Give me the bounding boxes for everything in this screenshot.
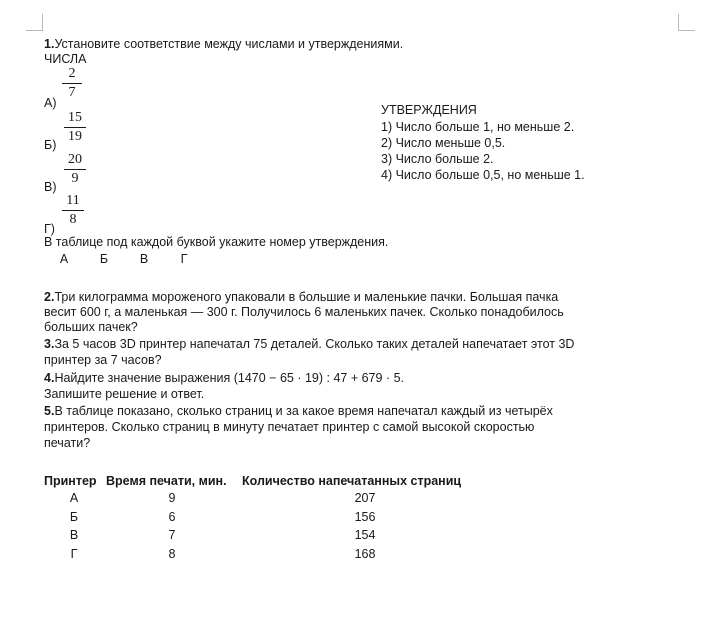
table-cell-pages: 168 — [354, 547, 376, 561]
task4-number: 4. — [44, 371, 55, 385]
answer-letter-g: Г — [180, 252, 188, 266]
fraction-g-numerator: 11 — [66, 193, 80, 208]
statement-2: 2) Число меньше 0,5. — [381, 136, 506, 150]
answer-letter-b: Б — [99, 252, 109, 266]
task1-title-text: Установите соответствие между числами и утверждениями. — [54, 37, 404, 51]
statement-1: 1) Число больше 1, но меньше 2. — [381, 120, 575, 134]
table-cell-time: 9 — [168, 491, 176, 505]
task5-line-1 — [44, 404, 553, 418]
task3-line-1 — [44, 337, 574, 351]
task2-line-1 — [44, 290, 558, 304]
table-header-time: Время печати, мин. — [106, 474, 227, 488]
table-cell-pages: 154 — [354, 528, 376, 542]
fraction-bar — [62, 210, 84, 211]
fraction-g — [62, 193, 84, 228]
table-cell-printer: А — [69, 491, 79, 505]
fraction-bar — [62, 83, 82, 84]
fraction-g-denominator: 8 — [69, 212, 77, 227]
fraction-v-denominator: 9 — [71, 171, 79, 186]
task4-line-2: Запишите решение и ответ. — [44, 387, 205, 401]
option-v-letter: В) — [44, 180, 57, 194]
option-g-letter: Г) — [44, 222, 55, 236]
table-cell-time: 6 — [168, 510, 176, 524]
page-corner-mark-left — [26, 14, 43, 31]
fraction-b — [64, 110, 86, 145]
task5-number: 5. — [44, 404, 55, 418]
task4-line-1-text: Найдите значение выражения (1470 − 65 · 19) : 47 + 679 · 5. — [54, 371, 404, 385]
task2-line-2: весит 600 г, а маленькая — 300 г. Получилось 6 маленьких пачек. Сколько понадобилось — [44, 305, 564, 319]
fraction-b-numerator: 15 — [68, 110, 82, 125]
table-cell-pages: 156 — [354, 510, 376, 524]
answer-letter-v: В — [139, 252, 149, 266]
fraction-bar — [64, 169, 86, 170]
statement-3: 3) Число больше 2. — [381, 152, 494, 166]
task5-line-2: принтеров. Сколько страниц в минуту печатает принтер с самой высокой скоростью — [44, 420, 535, 434]
task2-line-3: больших пачек? — [44, 320, 138, 334]
fraction-bar — [64, 127, 86, 128]
task2-number: 2. — [44, 290, 55, 304]
task3-line-1-text: За 5 часов 3D принтер напечатал 75 деталей. Сколько таких деталей напечатает этот 3D — [54, 337, 575, 351]
numbers-header: ЧИСЛА — [44, 52, 87, 66]
table-cell-time: 8 — [168, 547, 176, 561]
table-cell-pages: 207 — [354, 491, 376, 505]
statement-4: 4) Число больше 0,5, но меньше 1. — [381, 168, 585, 182]
fraction-a-denominator: 7 — [68, 85, 76, 100]
task2-line-1-text: Три килограмма мороженого упаковали в большие и маленькие пачки. Большая пачка — [54, 290, 559, 304]
table-cell-printer: Г — [70, 547, 78, 561]
table-cell-printer: В — [69, 528, 79, 542]
answer-table-instruction: В таблице под каждой буквой укажите номер утверждения. — [44, 235, 389, 249]
task5-line-1-text: В таблице показано, сколько страниц и за какое время напечатал каждый из четырёх — [54, 404, 553, 418]
fraction-v-numerator: 20 — [68, 152, 82, 167]
answer-letter-a: А — [59, 252, 69, 266]
fraction-v — [64, 152, 86, 187]
task4-line-1 — [44, 371, 404, 385]
option-b-letter: Б) — [44, 138, 57, 152]
task5-line-3: печати? — [44, 436, 91, 450]
fraction-a-numerator: 2 — [68, 66, 76, 81]
task1-number: 1. — [44, 37, 55, 51]
statements-header: УТВЕРЖДЕНИЯ — [381, 103, 477, 117]
page-corner-mark-right — [678, 14, 695, 31]
task3-line-2: принтер за 7 часов? — [44, 353, 162, 367]
table-header-printer: Принтер — [44, 474, 97, 488]
option-a-letter: А) — [44, 96, 57, 110]
task1-title — [44, 37, 403, 51]
table-header-pages: Количество напечатанных страниц — [242, 474, 462, 488]
table-cell-time: 7 — [168, 528, 176, 542]
fraction-b-denominator: 19 — [68, 129, 82, 144]
task3-number: 3. — [44, 337, 55, 351]
table-cell-printer: Б — [69, 510, 79, 524]
fraction-a — [62, 66, 82, 101]
